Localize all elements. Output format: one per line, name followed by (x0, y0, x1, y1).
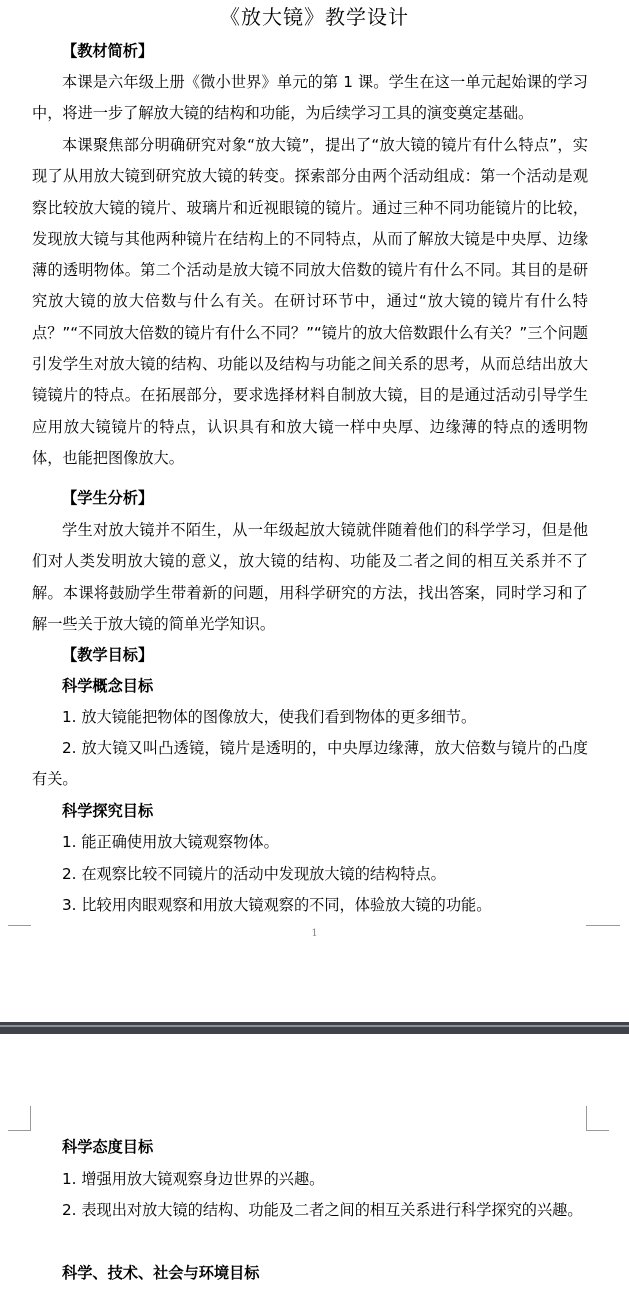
teaching-objectives-heading: 【教学目标】 (62, 646, 154, 664)
document-title: 《放大镜》教学设计 (220, 5, 409, 29)
concept-objectives-title: 科学概念目标 (62, 677, 154, 695)
page-break-highlight (0, 1025, 629, 1027)
inquiry-objectives-title: 科学探究目标 (62, 802, 154, 820)
crop-mark-top-left (8, 1106, 31, 1131)
document-page-2 (0, 1036, 629, 1293)
crop-mark-bottom-left (8, 925, 31, 926)
attitude-objective-item: 1. 增强用放大镜观察身边世界的兴趣。 (62, 1170, 325, 1188)
student-analysis-paragraph: 学生对放大镜并不陌生，从一年级起放大镜就伴随着他们的科学学习，但是他们对人类发明放大镜的意义，放大镜的结构、功能及二者之间的相互关系并不了解。本课将鼓励学生带着新的问题，用科学研究的方法，找出答案，同时学习和了解一些关于放大镜的简单光学知识。 (32, 521, 588, 633)
concept-objective-item: 2. 放大镜又叫凸透镜，镜片是透明的，中央厚边缘薄，放大倍数与镜片的凸度有关。 (32, 739, 588, 789)
attitude-objectives-title: 科学态度目标 (62, 1138, 154, 1156)
student-analysis-heading: 【学生分析】 (62, 489, 154, 507)
crop-mark-top-right (586, 1106, 609, 1131)
page-break-bar (0, 1022, 629, 1034)
textbook-analysis-heading: 【教材简析】 (62, 42, 154, 60)
inquiry-objective-item: 1. 能正确使用放大镜观察物体。 (62, 833, 279, 851)
textbook-paragraph-2: 本课聚焦部分明确研究对象“放大镜”，提出了“放大镜的镜片有什么特点”，实现了从用放大镜到研究放大镜的转变。探索部分由两个活动组成：第一个活动是观察比较放大镜的镜片、玻璃片和近视眼镜的镜片。通过三种不同功能镜片的比较，发现放大镜与其他两种镜片在结构上的不同特点，从而了解放大镜是中央厚、边缘薄的透明物体。第二个活动是放大镜不同放大倍数的镜片有什么不同。其目的是研究放大镜的放大倍数与什么有关。在研讨环节中，通过“放大镜的镜片有什么特点？”“不同放大倍数的镜片有什么不同？”“镜片的放大倍数跟什么有关？”三个问题引发学生对放大镜的结构、功能以及结构与功能之间关系的思考，从而总结出放大镜镜片的特点。在拓展部分，要求选择材料自制放大镜，目的是通过活动引导学生应用放大镜镜片的特点，认识具有和放大镜一样中央厚、边缘薄的特点的透明物体，也能把图像放大。 (32, 136, 588, 467)
inquiry-objective-item: 2. 在观察比较不同镜片的活动中发现放大镜的结构特点。 (62, 865, 446, 883)
crop-mark-bottom-right (586, 925, 620, 926)
inquiry-objective-item: 3. 比较用肉眼观察和用放大镜观察的不同，体验放大镜的功能。 (62, 896, 492, 914)
concept-objective-item: 1. 放大镜能把物体的图像放大，使我们看到物体的更多细节。 (62, 708, 477, 726)
stse-objectives-title: 科学、技术、社会与环境目标 (62, 1264, 260, 1282)
textbook-paragraph-1: 本课是六年级上册《微小世界》单元的第 1 课。学生在这一单元起始课的学习中，将进一步了解放大镜的结构和功能，为后续学习工具的演变奠定基础。 (32, 73, 588, 123)
page-number: 1 (311, 928, 318, 939)
attitude-objective-item: 2. 表现出对放大镜的结构、功能及二者之间的相互关系进行科学探究的兴趣。 (62, 1201, 583, 1219)
